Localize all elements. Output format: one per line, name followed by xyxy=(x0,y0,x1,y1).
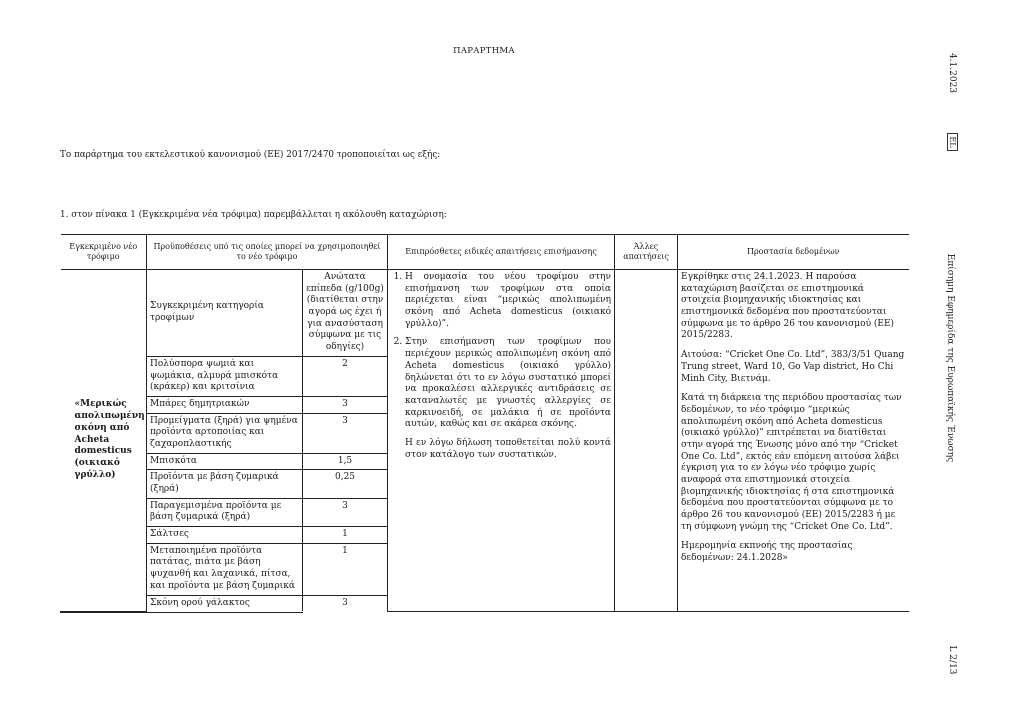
protection-paragraph-2: Αιτούσα: “Cricket One Co. Ltd”, 383/3/51 Quang Trung street, Ward 10, Go Vap district, Ho Chi Minh City, Βιετνάμ. xyxy=(681,350,905,384)
side-journal-title: Επίσημη Εφημερίδα της Ευρωπαϊκής Ένωσης xyxy=(945,253,955,463)
side-date: 4.1.2023 xyxy=(947,52,957,94)
point-1-text: 1. στον πίνακα 1 (Εγκεκριμένα νέα τρόφιμα) παρεμβάλλεται η ακόλουθη καταχώριση: xyxy=(60,210,447,220)
protection-paragraph-1: Εγκρίθηκε στις 24.1.2023. Η παρούσα καταχώριση βασίζεται σε επιστημονικά στοιχεία βιομηχανικής ιδιοκτησίας και επιστημονικά δεδομένα που προστατεύονται σύμφωνα με το άρθρο 26 του κανονισμού (ΕΕ) 2015/2283. xyxy=(681,272,895,341)
value-cell: 3 xyxy=(303,498,388,526)
labelling-item-2-text: 2. Στην επισήμανση των τροφίμων που περιέχουν μερικώς απολιπωμένη σκόνη από Acheta domesticus (οικιακό γρύλλο) δηλώνεται ότι το εν λόγω συστατικό μπορεί να προκαλέσει αλλεργικές αντιδράσεις σε καταναλωτές με γνωστές αλλεργίες σε καρκινοειδή, σε μαλάκια ή σε προϊόντα αυτών, καθώς και σε ακάρεα σκόνης. xyxy=(405,337,612,430)
bottom-rule-cell xyxy=(61,611,147,612)
bottom-rule-cell xyxy=(147,611,303,612)
intro-text: Το παράρτημα του εκτελεστικού κανονισμού (ΕΕ) 2017/2470 τροποποιείται ως εξής: xyxy=(60,150,441,160)
category-label: Συγκεκριμένη κατηγορία τροφίμων xyxy=(147,270,303,357)
category-cell: Παραγεμισμένα προϊόντα με βάση ζυμαρικά (ξηρά) xyxy=(147,498,303,526)
product-name xyxy=(61,270,147,612)
labelling-requirements xyxy=(388,270,615,612)
category-cell: Προμείγματα (ξηρά) για ψημένα προϊόντα αρτοποιίας και ζαχαροπλαστικής xyxy=(147,413,303,453)
data-protection xyxy=(678,270,909,612)
value-cell: 3 xyxy=(303,413,388,453)
novel-food-table xyxy=(60,234,909,613)
header-conditions: Προϋποθέσεις υπό τις οποίες μπορεί να χρησιμοποιηθεί το νέο τρόφιμο xyxy=(147,235,388,270)
category-cell: Πολύσπορα ψωμιά και ψωμάκια, αλμυρά μπισκότα (κράκερ) και κριτσίνια xyxy=(147,356,303,396)
category-cell: Μεταποιημένα προϊόντα πατάτας, πιάτα με βάση ψυχανθή και λαχανικά, πίτσα, και προϊόντα με βάση ζυμαρικά xyxy=(147,543,303,595)
labelling-item-1: 1. Η ονομασία του νέου τροφίμου στην επισήμανση των τροφίμων στα οποία περιέχεται είναι “μερικώς απολιπωμένη σκόνη από Acheta domesticus (οικιακό γρύλλο)”. xyxy=(405,272,611,330)
max-level-label: Ανώτατα επίπεδα (g/100g) (διατίθεται στην αγορά ως έχει ή για ανασύσταση σύμφωνα με τις οδηγίες) xyxy=(303,270,388,357)
value-cell: 0,25 xyxy=(303,470,388,498)
header-protection: Προστασία δεδομένων xyxy=(678,235,909,270)
category-cell: Μπάρες δημητριακών xyxy=(147,396,303,413)
category-cell: Σκόνη ορού γάλακτος xyxy=(147,595,303,611)
value-cell: 2 xyxy=(303,356,388,396)
value-cell: 1,5 xyxy=(303,453,388,470)
category-cell: Προϊόντα με βάση ζυμαρικά (ξηρά) xyxy=(147,470,303,498)
labelling-item-2 xyxy=(405,337,611,461)
side-language-badge xyxy=(947,128,957,156)
product-name-text: «Μερικώς απολιπωμένη σκόνη από Acheta domesticus (οικιακό γρύλλο) xyxy=(74,399,145,480)
side-page-number: L 2/13 xyxy=(947,645,957,675)
other-requirements xyxy=(615,270,678,612)
header-labelling: Επιπρόσθετες ειδικές απαιτήσεις επισήμανσης xyxy=(388,235,615,270)
protection-paragraph-4: Ημερομηνία εκπνοής της προστασίας δεδομένων: 24.1.2028» xyxy=(681,541,853,564)
value-cell: 3 xyxy=(303,396,388,413)
value-cell: 1 xyxy=(303,527,388,544)
header-other: Άλλες απαιτήσεις xyxy=(615,235,678,270)
category-cell: Μπισκότα xyxy=(147,453,303,470)
protection-paragraph-3: Κατά τη διάρκεια της περιόδου προστασίας των δεδομένων, το νέο τρόφιμο “μερικώς απολιπωμένη σκόνη από Acheta domesticus (οικιακό γρύλλο)” επιτρέπεται να διατίθεται στην αγορά της Ένωσης μόνο από την “Cricket One Co. Ltd”, εκτός εάν επόμενη αιτούσα λάβει έγκριση για το εν λόγω νέο τρόφιμο χωρίς αναφορά στα επιστημονικά στοιχεία βιομηχανικής ιδιοκτησίας ή στα επιστημονικά δεδομένα που προστατεύονται σύμφωνα με το άρθρο 26 του κανονισμού (ΕΕ) 2015/2283 ή με τη σύμφωνη γνώμη της “Cricket One Co. Ltd”. xyxy=(681,393,902,532)
table-row xyxy=(61,270,909,357)
value-cell: 3 xyxy=(303,595,388,611)
labelling-item-2-note: Η εν λόγω δήλωση τοποθετείται πολύ κοντά στον κατάλογο των συστατικών. xyxy=(405,437,612,460)
value-cell: 1 xyxy=(303,543,388,595)
table-header-row xyxy=(61,235,909,270)
header-product: Εγκεκριμένο νέο τρόφιμο xyxy=(61,235,147,270)
page-title: ΠΑΡΑΡΤΗΜΑ xyxy=(453,46,515,56)
language-code: EL xyxy=(947,133,958,150)
category-cell: Σάλτσες xyxy=(147,527,303,544)
table-bottom-rule xyxy=(61,611,909,612)
